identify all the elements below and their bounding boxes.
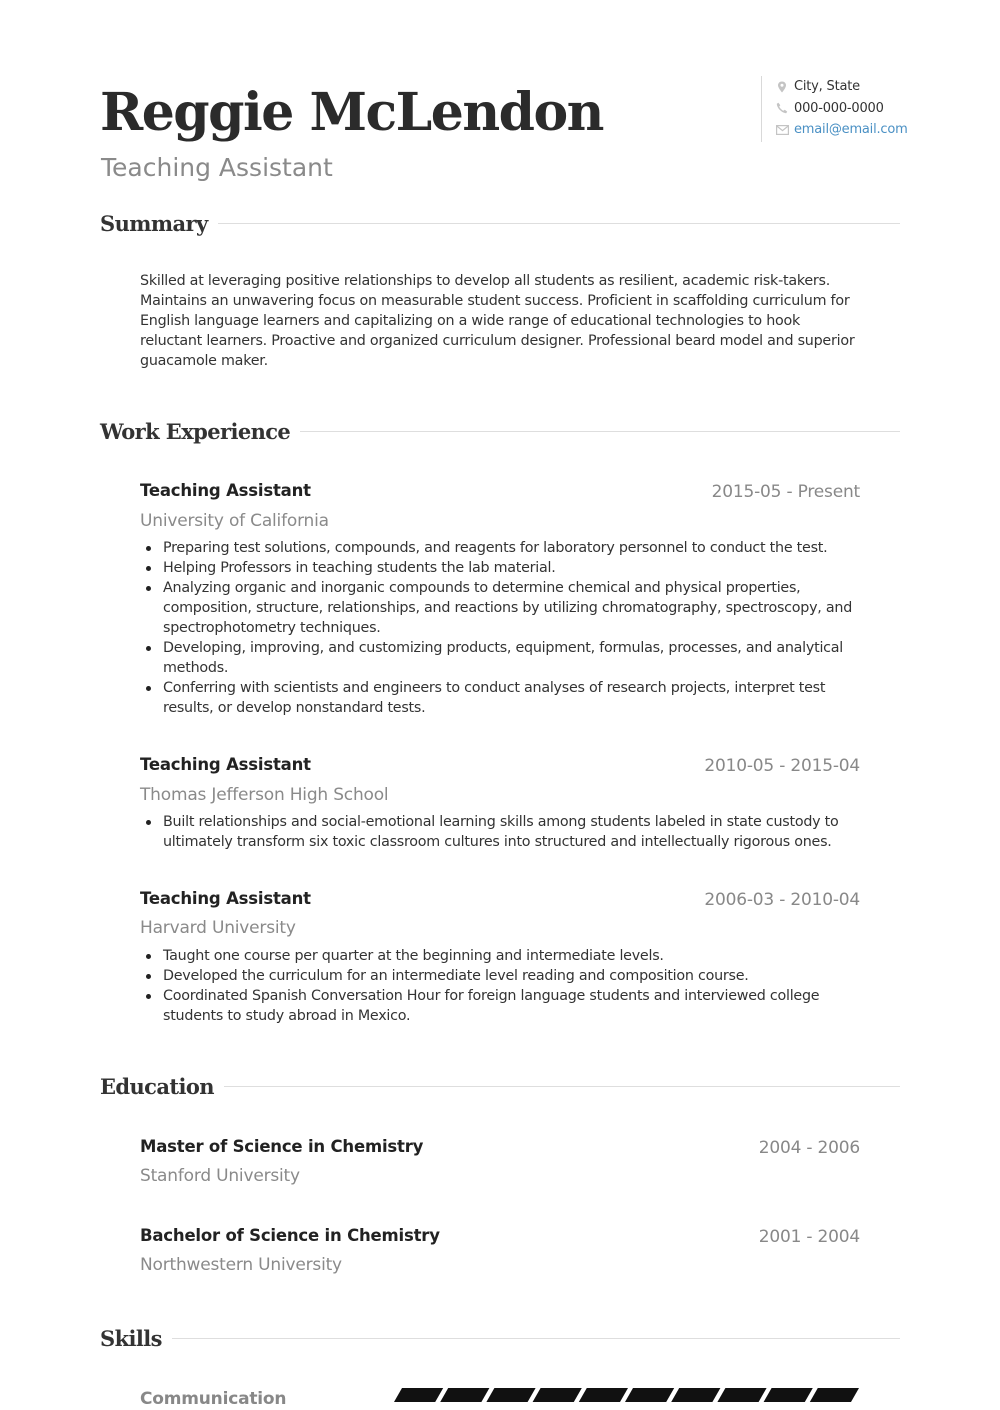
- school-name: Stanford University: [140, 1166, 300, 1186]
- summary-section-heading: [100, 208, 900, 238]
- section-divider: [224, 1086, 900, 1087]
- experience-section-heading: [100, 416, 900, 446]
- job-bullet: Preparing test solutions, compounds, and reagents for laboratory personnel to conduct the test.: [140, 538, 865, 558]
- degree-dates: 2004 - 2006: [758, 1138, 860, 1158]
- school-name: Northwestern University: [140, 1255, 342, 1275]
- contact-location-text: City, State: [794, 79, 860, 95]
- job-bullet: Developed the curriculum for an intermediate level reading and composition course.: [140, 966, 865, 986]
- skill-level-segment: [810, 1388, 859, 1402]
- skill-level-segment: [394, 1388, 443, 1402]
- section-divider: [172, 1338, 900, 1339]
- skill-level-segment: [486, 1388, 535, 1402]
- contact-phone-text: 000-000-0000: [794, 100, 884, 116]
- job-bullet: Conferring with scientists and engineers to conduct analyses of research projects, interpret test results, or develop nonstandard tests.: [140, 678, 865, 718]
- skills-heading: Skills: [100, 1325, 162, 1351]
- job-dates: 2015-05 - Present: [711, 482, 860, 502]
- skill-level-segment: [671, 1388, 720, 1402]
- job-organization: Thomas Jefferson High School: [140, 785, 389, 805]
- summary-text: Skilled at leveraging positive relationships to develop all students as resilient, academic risk-takers. Maintains an unwavering focus on measurable student success. Proficient in scaffolding curriculum for English language learners and capitalizing on a wide range of educational technologies to hook reluctant learners. Proactive and organized curriculum designer. Professional beard model and superior guacamole maker.: [140, 273, 855, 369]
- job-bullet: Coordinated Spanish Conversation Hour for foreign language students and interviewed college students to study abroad in Mexico.: [140, 986, 865, 1026]
- section-divider: [300, 431, 900, 432]
- degree-title: Master of Science in Chemistry: [140, 1137, 424, 1156]
- contact-phone: [774, 98, 914, 120]
- job-title: Teaching Assistant: [140, 889, 311, 908]
- job-bullet: Analyzing organic and inorganic compounds to determine chemical and physical properties, composition, structure, relationships, and reactions by utilizing chromatography, spectroscopy, and spectrophotometry techniques.: [140, 578, 865, 638]
- job-dates: 2006-03 - 2010-04: [704, 890, 860, 910]
- skill-level-bar: [394, 1388, 859, 1402]
- job-organization: University of California: [140, 511, 329, 531]
- skill-level-segment: [625, 1388, 674, 1402]
- degree-dates: 2001 - 2004: [758, 1227, 860, 1247]
- job-bullet: Taught one course per quarter at the beginning and intermediate levels.: [140, 946, 865, 966]
- job-bullets: [140, 812, 865, 852]
- job-bullet: Helping Professors in teaching students the lab material.: [140, 558, 865, 578]
- skill-level-segment: [717, 1388, 766, 1402]
- phone-icon: [774, 102, 790, 114]
- skill-level-segment: [533, 1388, 582, 1402]
- envelope-icon: [774, 125, 790, 135]
- job-title: Teaching Assistant: [140, 755, 311, 774]
- skill-level-segment: [764, 1388, 813, 1402]
- summary-heading: Summary: [100, 210, 208, 236]
- job-title: Teaching Assistant: [140, 481, 311, 500]
- candidate-name: Reggie McLendon: [100, 82, 603, 143]
- job-bullets: [140, 538, 865, 718]
- map-pin-icon: [774, 81, 790, 93]
- contact-email[interactable]: [774, 119, 914, 141]
- contact-block: [761, 76, 914, 142]
- skill-level-segment: [440, 1388, 489, 1402]
- job-organization: Harvard University: [140, 918, 296, 938]
- contact-email-link[interactable]: email@email.com: [794, 122, 908, 138]
- skill-name: Communication: [140, 1389, 287, 1409]
- job-bullet: Developing, improving, and customizing products, equipment, formulas, processes, and analytical methods.: [140, 638, 865, 678]
- education-section-heading: [100, 1071, 900, 1101]
- skills-section-heading: [100, 1323, 900, 1353]
- candidate-title: Teaching Assistant: [101, 153, 333, 182]
- job-dates: 2010-05 - 2015-04: [704, 756, 860, 776]
- contact-location: [774, 76, 914, 98]
- experience-heading: Work Experience: [100, 418, 291, 444]
- skill-level-segment: [579, 1388, 628, 1402]
- section-divider: [218, 223, 900, 224]
- job-bullets: [140, 946, 865, 1026]
- job-bullet: Built relationships and social-emotional learning skills among students labeled in state custody to ultimately transform six toxic classroom cultures into structured and intellectually rigorous ones.: [140, 812, 865, 852]
- education-heading: Education: [100, 1073, 214, 1099]
- degree-title: Bachelor of Science in Chemistry: [140, 1226, 440, 1245]
